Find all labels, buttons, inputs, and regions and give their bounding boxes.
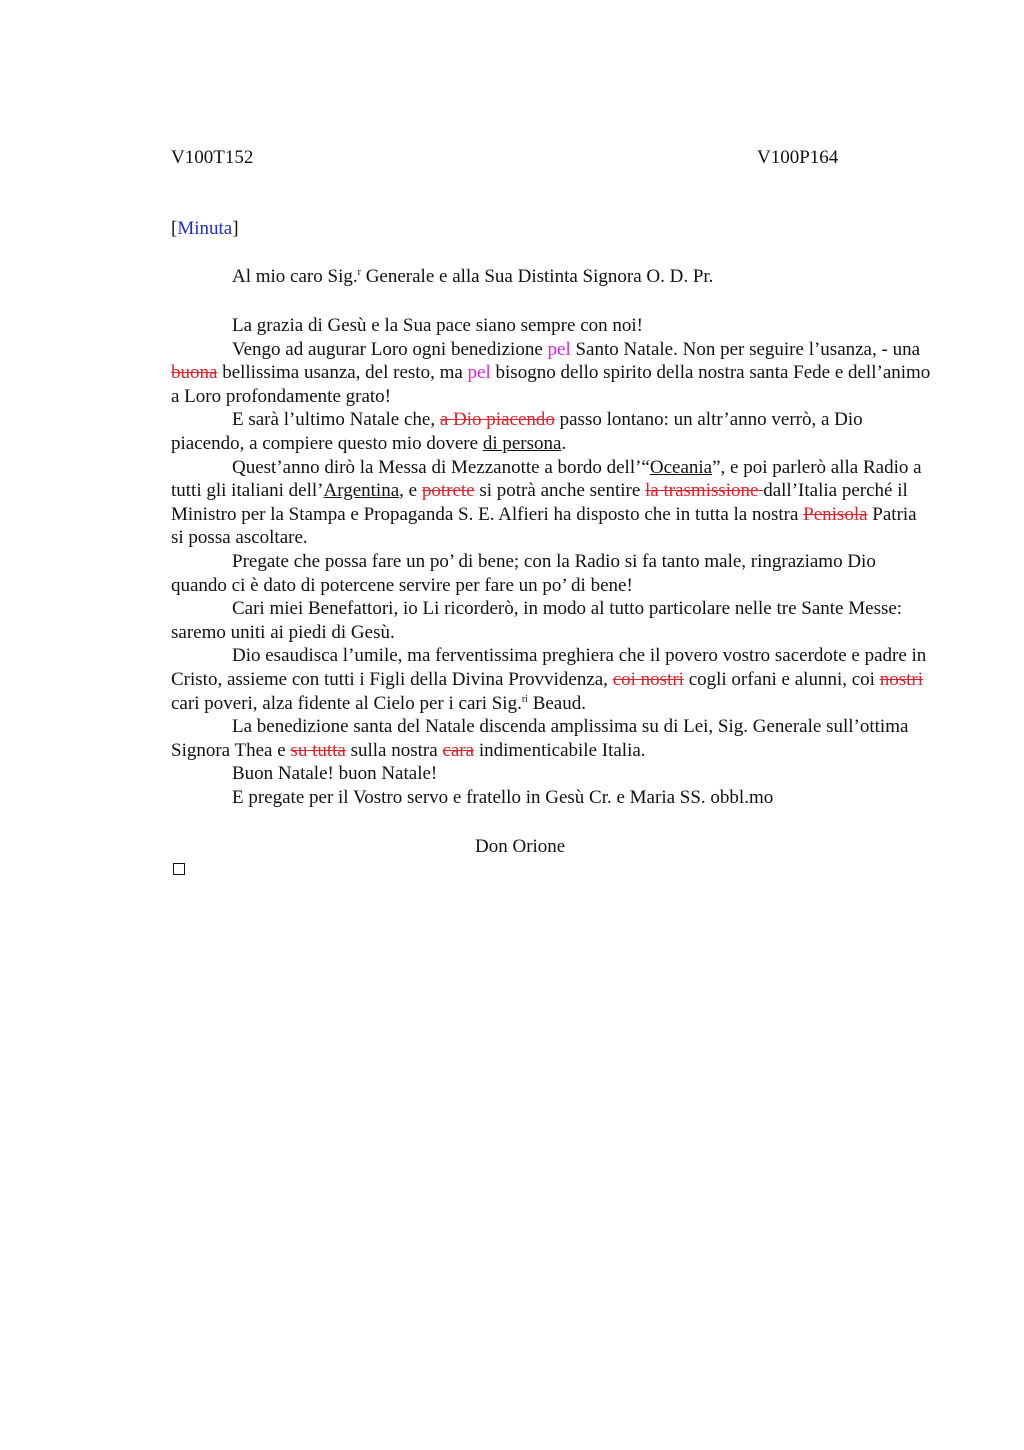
text: Santo Natale. Non per seguire l’usanza, - una <box>570 338 920 360</box>
insertion: pel <box>467 362 491 384</box>
bracket-open: [ <box>171 218 178 239</box>
minuta-label <box>171 218 239 240</box>
deletion: nostri <box>879 668 923 690</box>
paragraph-2 <box>171 338 931 409</box>
text: Beaud. <box>527 692 586 714</box>
text: bellissima usanza, del resto, ma <box>217 362 468 384</box>
text: cogli orfani e alunni, coi <box>683 668 880 690</box>
document-code-left: V100T152 <box>171 147 254 168</box>
underlined-text: Oceania <box>649 456 713 478</box>
paragraph-8 <box>171 715 931 762</box>
deletion: la trasmissione <box>645 480 764 502</box>
underlined-text: di persona <box>482 432 562 454</box>
deletion: buona <box>171 362 218 384</box>
text: sulla nostra <box>345 739 443 761</box>
text: . <box>561 432 567 454</box>
address-line <box>232 266 713 288</box>
paragraph-10: E pregate per il Vostro servo e fratello in Gesù Cr. e Maria SS. obbl.mo <box>232 786 774 808</box>
text: passo lontano: un altr’anno verrò, a Dio piacendo, a compiere questo mio dovere <box>171 409 863 454</box>
text: cari poveri, alza fidente al Cielo per i cari Sig. <box>171 692 522 714</box>
minuta-word: Minuta <box>177 218 233 239</box>
text: ”, e poi parlerò alla Radio a tutti gli italiani dell’ <box>171 456 922 502</box>
letter-body <box>171 314 931 809</box>
text: , e <box>399 480 422 502</box>
document-code-right: V100P164 <box>757 147 839 168</box>
deletion: coi nostri <box>612 668 684 690</box>
deletion: Penisola <box>803 503 868 525</box>
paragraph-1: La grazia di Gesù e la Sua pace siano sempre con noi! <box>232 315 643 336</box>
address-post: Generale e alla Sua Distinta Signora O. D. Pr. <box>360 266 714 287</box>
deletion: su tutta <box>290 739 346 761</box>
paragraph-4 <box>171 456 931 550</box>
address-pre: Al mio caro Sig. <box>232 266 358 287</box>
superscript: ri <box>521 693 528 705</box>
text: Dio esaudisca l’umile, ma ferventissima preghiera che il povero vostro sacerdote e padre in Cristo, assieme con tutti i Figli della Divina Provvidenza, <box>171 645 927 690</box>
signature: Don Orione <box>475 836 566 857</box>
deletion: cara <box>442 739 475 761</box>
text: bisogno dello spirito della nostra santa Fede e dell’animo a Loro profondamente grato! <box>171 362 931 407</box>
insertion: pel <box>547 338 571 360</box>
underlined-text: Argentina <box>323 480 400 502</box>
text: dall’Italia perché il Ministro per la Stampa e Propaganda S. E. Alfieri ha disposto che in tutta la nostra <box>171 480 908 525</box>
paragraph-7 <box>171 644 931 715</box>
text: Patria si possa ascoltare. <box>171 503 917 549</box>
end-box-icon <box>173 863 185 875</box>
text: indimenticabile Italia. <box>474 739 646 761</box>
text: Vengo ad augurar Loro ogni benedizione <box>232 338 548 360</box>
text: Quest’anno dirò la Messa di Mezzanotte a bordo dell’“ <box>232 456 650 478</box>
text: La benedizione santa del Natale discenda amplissima su di Lei, Sig. Generale sull’ottima Signora Thea e <box>171 716 909 761</box>
text: si potrà anche sentire <box>474 480 646 502</box>
paragraph-9: Buon Natale! buon Natale! <box>232 763 438 785</box>
paragraph-6: Cari miei Benefattori, io Li ricorderò, in modo al tutto particolare nelle tre Sante Messe: saremo uniti ai piedi di Gesù. <box>171 598 903 643</box>
deletion: potrete <box>421 480 475 502</box>
address-sup: r <box>357 267 361 278</box>
paragraph-5: Pregate che possa fare un po’ di bene; con la Radio si fa tanto male, ringraziamo Dio quando ci è dato di potercene servire per fare un po’ di bene! <box>171 550 876 596</box>
deletion: a Dio piacendo <box>439 409 555 431</box>
bracket-close: ] <box>232 218 239 239</box>
text: E sarà l’ultimo Natale che, <box>232 409 440 431</box>
paragraph-3 <box>171 408 931 455</box>
